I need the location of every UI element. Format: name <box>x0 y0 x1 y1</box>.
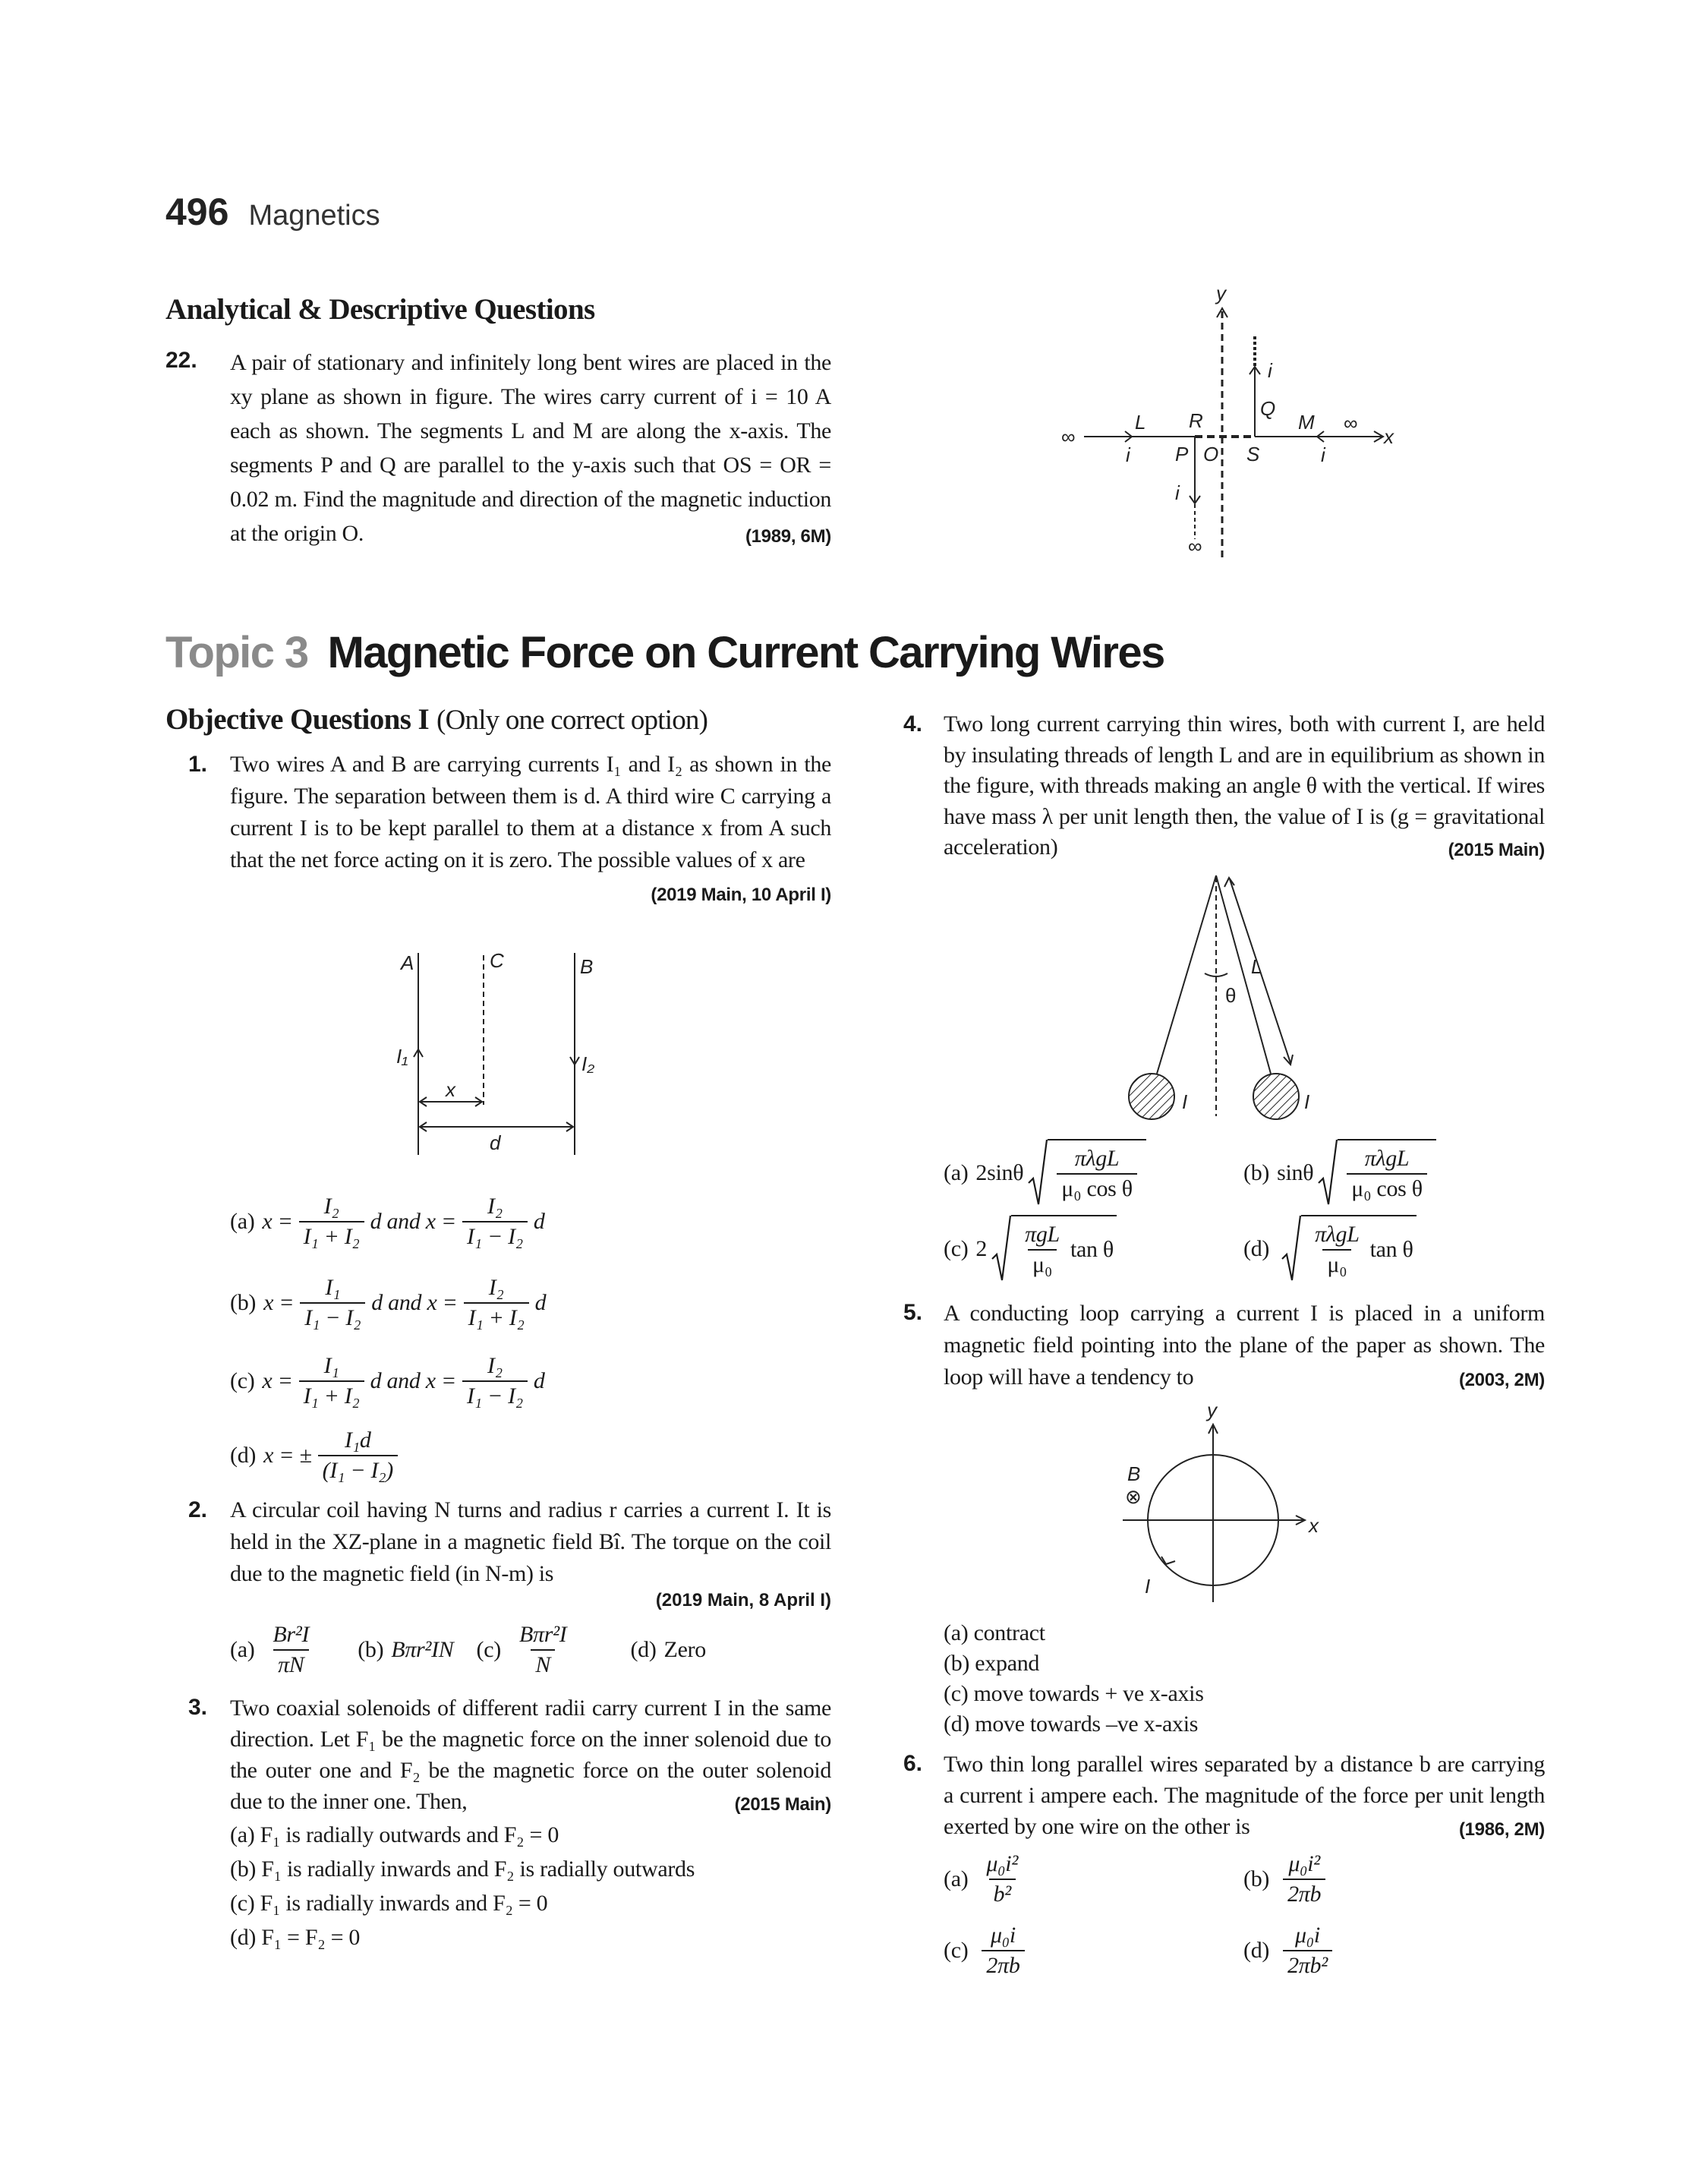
label-O: O <box>1203 443 1219 465</box>
section-title: Magnetics <box>248 200 380 232</box>
label-infinity: ∞ <box>1188 535 1202 557</box>
option-middle: d and x = <box>370 1368 456 1393</box>
label-A: A <box>401 951 414 974</box>
option-a[interactable]: (a) contract <box>944 1620 1045 1645</box>
option-b[interactable]: (b) F₁ is radially inwards and F₂ is radially outwards <box>230 1856 695 1882</box>
option-label: (b) <box>1243 1866 1270 1891</box>
numerator: Br²I <box>273 1622 310 1647</box>
denominator: I₁ + I₂ <box>464 1302 529 1331</box>
option-a[interactable]: (a) F₁ is radially outwards and F₂ = 0 <box>230 1822 559 1847</box>
coefficient: 2sinθ <box>975 1160 1024 1185</box>
numerator: πλgL <box>1315 1222 1360 1247</box>
into-page-icon: ⊗ <box>1125 1485 1142 1508</box>
question-text: Two wires A and B are carrying currents I₁ and I₂ as shown in the figure. The separation between them is d. A third wire C carrying a current I is to be kept parallel to them at a distance x from A such that the net force acting on it is zero. The possible values of x are <box>230 752 831 872</box>
option-label: (d) <box>630 1637 657 1662</box>
label-infinity: ∞ <box>1344 412 1358 434</box>
question-number: 2. <box>188 1497 208 1522</box>
option-suffix: d <box>533 1209 545 1234</box>
label-R: R <box>1189 409 1203 432</box>
option-label: (c) <box>944 1236 969 1261</box>
label-S: S <box>1246 443 1260 465</box>
option-label: (c) <box>230 1368 255 1393</box>
question-text: Two thin long parallel wires separated by a distance b are carrying a current i ampere each. The magnitude of the force per unit length exerted by one wire on the other is <box>944 1752 1545 1839</box>
page-number: 496 <box>165 191 229 233</box>
option-label: (b) <box>358 1637 384 1662</box>
numerator: μ₀i <box>1295 1923 1320 1948</box>
numerator: πλgL <box>1074 1146 1120 1171</box>
q22-wire-diagram <box>1084 308 1383 562</box>
label-y: y <box>1207 1399 1217 1421</box>
option-prefix: x = <box>263 1290 295 1315</box>
denominator: I₁ − I₂ <box>462 1380 528 1409</box>
option-label: (a) <box>230 1637 255 1662</box>
wire-right-cross-section <box>1253 1074 1299 1119</box>
question-number: 1. <box>188 752 208 777</box>
question-source: (2019 Main, 8 April I) <box>655 1590 831 1610</box>
option-d[interactable]: (d) move towards –ve x-axis <box>944 1711 1199 1737</box>
question-number: 3. <box>188 1695 208 1720</box>
label-I: I <box>1304 1090 1310 1113</box>
label-theta: θ <box>1225 984 1237 1007</box>
label-L: L <box>1251 955 1262 978</box>
analytical-heading: Analytical & Descriptive Questions <box>165 293 595 326</box>
question-source: (1989, 6M) <box>745 526 831 547</box>
option-label: (b) <box>1243 1160 1270 1185</box>
denominator: N <box>531 1649 555 1678</box>
label-i: i <box>1126 443 1130 466</box>
question-source: (2003, 2M) <box>1458 1370 1545 1390</box>
option-label: (a) <box>944 1160 969 1185</box>
question-source: (2019 Main, 10 April I) <box>651 885 831 905</box>
numerator: μ₀i² <box>1288 1851 1320 1876</box>
label-x: x <box>446 1078 455 1101</box>
label-P: P <box>1175 443 1189 465</box>
option-label: (d) <box>230 1443 257 1468</box>
question-2-text: A circular coil having N turns and radius r carries a current I. It is held in the XZ-plane in a magnetic field Bî. The torque on the coil due to the magnetic field (in N-m) is <box>230 1497 831 1586</box>
numerator: I₁ <box>325 1275 341 1300</box>
label-infinity: ∞ <box>1061 425 1076 448</box>
label-L: L <box>1135 411 1146 434</box>
label-i: i <box>1175 481 1180 504</box>
option-b[interactable]: (b) expand <box>944 1651 1040 1676</box>
numerator: Bπr²I <box>518 1622 567 1647</box>
topic-label: Topic 3 <box>165 628 308 677</box>
denominator: I₁ − I₂ <box>462 1221 528 1250</box>
numerator: I₂ <box>488 1275 504 1300</box>
label-I: I <box>1182 1090 1188 1113</box>
denominator: 2πb <box>1283 1879 1325 1907</box>
numerator: πgL <box>1025 1222 1060 1247</box>
denominator: I₁ + I₂ <box>299 1380 364 1409</box>
option-prefix: x = ± <box>263 1443 312 1468</box>
objective-subtitle: (Only one correct option) <box>436 705 708 736</box>
label-B: B <box>580 955 594 978</box>
denominator: (I₁ − I₂) <box>318 1455 398 1484</box>
denominator: μ₀ cos θ <box>1347 1173 1427 1202</box>
option-label: (c) <box>476 1637 501 1662</box>
denominator: 2πb <box>982 1950 1024 1979</box>
option-label: (d) <box>1243 1938 1270 1963</box>
q1-parallel-wires-diagram <box>414 953 579 1155</box>
denominator: μ₀ <box>1322 1249 1351 1278</box>
option-label: (d) <box>1243 1236 1270 1261</box>
denominator: πN <box>273 1649 308 1678</box>
topic-title: Magnetic Force on Current Carrying Wires <box>327 628 1164 677</box>
option-text: Zero <box>663 1637 706 1662</box>
label-y: y <box>1216 282 1226 304</box>
option-middle: d and x = <box>370 1209 456 1234</box>
label-I2: I₂ <box>581 1052 595 1075</box>
question-text: A pair of stationary and infinitely long bent wires are placed in the xy plane as shown in figure. The wires carry current of i = 10 A each as shown. The segments L and M are along the x-axis. The segments P and Q are parallel to the y-axis such that OS = OR = 0.02 m. Find the magnitude and direction of the magnetic induction at the origin O. <box>230 350 831 546</box>
question-text: Two long current carrying thin wires, both with current I, are held by insulating threads of length L and are in equilibrium as shown in the figure, with threads making an angle θ with the vertical. If wires have mass λ per unit length then, the value of I is (g = gravitational acceleration) <box>944 711 1545 860</box>
option-prefix: x = <box>262 1368 293 1393</box>
label-Q: Q <box>1260 397 1276 420</box>
denominator: I₁ + I₂ <box>299 1221 364 1250</box>
option-prefix: x = <box>262 1209 293 1234</box>
label-d: d <box>490 1131 501 1154</box>
tail-term: tan θ <box>1369 1237 1413 1262</box>
numerator: I₂ <box>323 1194 339 1219</box>
numerator: I₂ <box>487 1353 503 1378</box>
label-I: I <box>1145 1575 1151 1598</box>
label-M: M <box>1298 411 1315 434</box>
denominator: I₁ − I₂ <box>300 1302 365 1331</box>
denominator: b² <box>989 1879 1016 1907</box>
option-middle: d and x = <box>371 1290 458 1315</box>
label-B: B <box>1127 1462 1141 1485</box>
label-I1: I₁ <box>396 1045 408 1068</box>
question-source: (2015 Main) <box>1448 840 1545 860</box>
question-number: 5. <box>903 1300 923 1325</box>
option-label: (c) <box>944 1938 969 1963</box>
option-label: (a) <box>230 1209 255 1234</box>
option-text: Bπr²IN <box>391 1637 454 1662</box>
question-text: A conducting loop carrying a current I is placed in a uniform magnetic field pointing into the plane of the paper as shown. The loop will have a tendency to <box>944 1301 1545 1390</box>
numerator: I₁ <box>323 1353 339 1378</box>
option-d[interactable]: (d) F₁ = F₂ = 0 <box>230 1925 361 1950</box>
denominator: μ₀ <box>1028 1249 1057 1278</box>
objective-title: Objective Questions I <box>165 703 430 736</box>
wire-left-cross-section <box>1129 1074 1174 1119</box>
denominator: 2πb² <box>1283 1950 1332 1979</box>
option-c[interactable]: (c) F₁ is radially inwards and F₂ = 0 <box>230 1891 548 1916</box>
q4-hanging-wires-diagram <box>1129 875 1299 1119</box>
question-number: 6. <box>903 1751 923 1776</box>
question-source: (2015 Main) <box>734 1794 831 1815</box>
coefficient: 2 <box>975 1236 988 1261</box>
label-i: i <box>1268 359 1272 382</box>
label-i: i <box>1321 443 1325 466</box>
question-number: 4. <box>903 711 923 737</box>
denominator: μ₀ cos θ <box>1057 1173 1137 1202</box>
label-x: x <box>1384 425 1394 448</box>
angle-arc <box>1205 973 1227 976</box>
option-label: (a) <box>944 1866 969 1891</box>
question-source: (1986, 2M) <box>1458 1819 1545 1840</box>
coefficient: sinθ <box>1277 1160 1314 1185</box>
option-label: (b) <box>230 1290 257 1315</box>
numerator: I₁d <box>345 1427 371 1453</box>
question-text: Two coaxial solenoids of different radii carry current I in the same direction. Let F₁ be the magnetic force on the inner solenoid due to the outer one and F₂ be the magnetic force on the outer solenoid due to the inner one. Then, <box>230 1696 831 1814</box>
label-x: x <box>1309 1514 1319 1537</box>
numerator: μ₀i² <box>986 1851 1019 1876</box>
option-c[interactable]: (c) move towards + ve x-axis <box>944 1681 1204 1706</box>
numerator: μ₀i <box>991 1923 1016 1948</box>
question-number: 22. <box>165 348 197 373</box>
tail-term: tan θ <box>1070 1237 1114 1262</box>
numerator: I₂ <box>487 1194 503 1219</box>
option-suffix: d <box>533 1368 545 1393</box>
option-suffix: d <box>534 1290 547 1315</box>
numerator: πλgL <box>1364 1146 1410 1171</box>
label-C: C <box>490 949 504 972</box>
